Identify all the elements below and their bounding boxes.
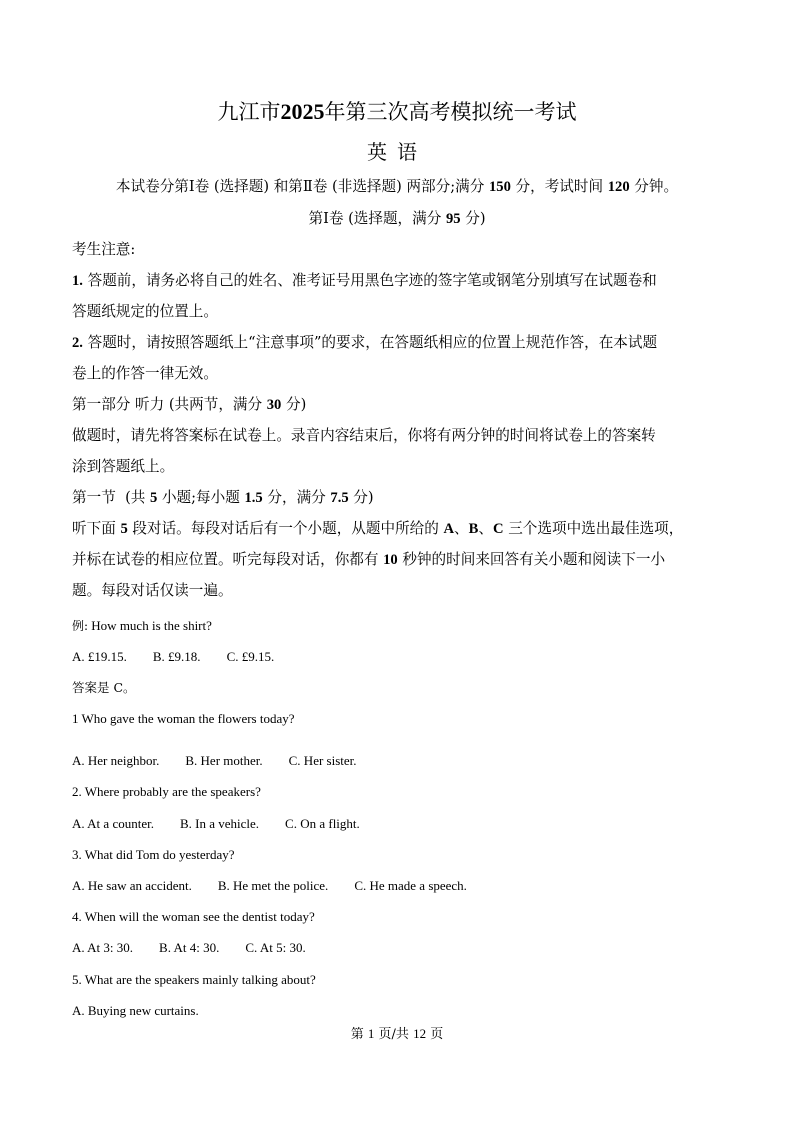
example-option: B. £9.18. [152, 649, 201, 664]
page-footer: 第 1 页/共 12 页 [350, 1026, 444, 1042]
option: B. At 4: 30. [159, 940, 220, 955]
question-5-options [72, 1002, 199, 1020]
option: B. In a vehicle. [179, 816, 260, 831]
example-answer: 答案是 C。 [72, 680, 136, 695]
paper-intro: 本试卷分第Ⅰ卷 (选择题) 和第Ⅱ卷 (非选择题) 两部分;满分 150 分，考试时间 120 分钟。 [115, 178, 679, 195]
question-3: 3. What did Tom do yesterday? [72, 847, 235, 862]
notice-item-1-cont: 答题纸规定的位置上。 [72, 303, 218, 320]
question-1-options [72, 752, 357, 770]
part1-instruction-cont: 涂到答题纸上。 [72, 458, 175, 475]
section1-instruction-end: 题。每段对话仅读一遍。 [72, 582, 233, 599]
notice-item-1: 1. 答题前，请务必将自己的姓名、准考证号用黑色字迹的签字笔或钢笔分别填写在试题卷和 [72, 272, 657, 289]
option: C. At 5: 30. [245, 940, 306, 955]
subject-title: 英语 [367, 140, 427, 164]
example-option: C. £9.15. [226, 649, 275, 664]
section1-instruction: 听下面 5 段对话。每段对话后有一个小题，从题中所给的 A、B、C 三个选项中选出最佳选项， [72, 520, 684, 537]
example-question: 例: How much is the shirt? [72, 618, 212, 633]
option: C. He made a speech. [354, 878, 467, 893]
option: C. On a flight. [285, 816, 360, 831]
option: B. Her mother. [185, 753, 263, 768]
option: A. Her neighbor. [72, 753, 160, 768]
option: C. Her sister. [288, 753, 357, 768]
title-year: 2025 [280, 99, 325, 124]
notice-item-2-cont: 卷上的作答一律无效。 [72, 365, 218, 382]
part1-instruction: 做题时，请先将答案标在试卷上。录音内容结束后，你将有两分钟的时间将试卷上的答案转 [72, 427, 656, 444]
section1-title: 第一节 (共 5 小题;每小题 1.5 分，满分 7.5 分) [72, 489, 374, 506]
example-options [72, 648, 274, 666]
example-option: A. £19.15. [72, 649, 127, 664]
option: A. He saw an accident. [72, 878, 192, 893]
question-5: 5. What are the speakers mainly talking about? [72, 972, 316, 987]
question-3-options [72, 877, 467, 895]
title-city: 九江市 [217, 100, 281, 124]
question-4-options [72, 939, 306, 957]
part1-title: 第一部分 听力 (共两节，满分 30 分) [72, 396, 307, 413]
section1-instruction-cont: 并标在试卷的相应位置。听完每段对话，你都有 10 秒钟的时间来回答有关小题和阅读下一小 [72, 551, 666, 568]
option: A. Buying new curtains. [72, 1003, 199, 1018]
notice-label: 考生注意: [72, 241, 136, 258]
option: A. At 3: 30. [72, 940, 134, 955]
question-2: 2. Where probably are the speakers? [72, 784, 261, 799]
question-2-options [72, 815, 360, 833]
exam-title [0, 98, 794, 126]
question-4: 4. When will the woman see the dentist today? [72, 909, 315, 924]
option: B. He met the police. [217, 878, 329, 893]
title-exam-name: 年第三次高考模拟统一考试 [324, 100, 577, 124]
option: A. At a counter. [72, 816, 154, 831]
volume-heading: 第Ⅰ卷 (选择题，满分 95 分) [308, 210, 486, 227]
notice-item-2: 2. 答题时，请按照答题纸上“注意事项”的要求，在答题纸相应的位置上规范作答，在本试题 [72, 334, 658, 351]
question-1: 1 Who gave the woman the flowers today? [72, 711, 295, 726]
